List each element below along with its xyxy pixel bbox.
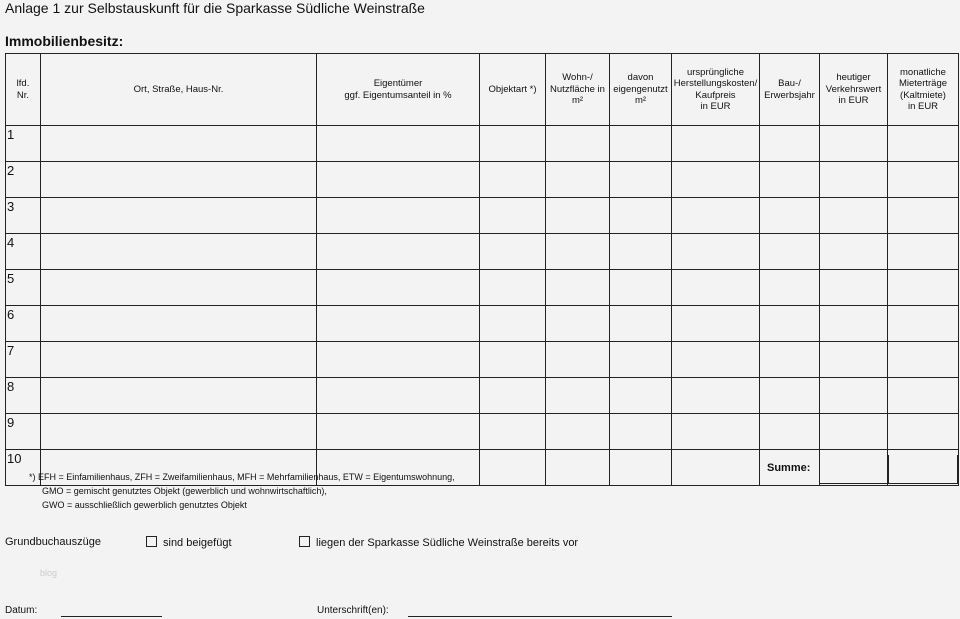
table-cell[interactable] [888, 270, 959, 306]
column-header: Ort, Straße, Haus-Nr. [41, 54, 317, 126]
table-cell[interactable] [760, 198, 820, 234]
checkbox-label: liegen der Sparkasse Südliche Weinstraße bereits vor [316, 537, 579, 549]
checkbox-icon[interactable] [146, 536, 157, 547]
table-cell[interactable] [672, 378, 760, 414]
table-cell[interactable] [317, 234, 480, 270]
table-cell[interactable] [760, 234, 820, 270]
table-cell[interactable] [480, 378, 546, 414]
table-cell[interactable] [546, 414, 610, 450]
unterschrift-label: Unterschrift(en): [317, 605, 389, 616]
row-number: 2 [6, 162, 41, 198]
table-cell[interactable] [480, 126, 546, 162]
table-cell[interactable] [672, 450, 760, 486]
row-number: 3 [6, 198, 41, 234]
section-title: Immobilienbesitz: [5, 33, 124, 49]
column-header: lfd. Nr. [6, 54, 41, 126]
column-header: Wohn-/ Nutzfläche in m² [546, 54, 610, 126]
table-cell[interactable] [41, 162, 317, 198]
table-cell[interactable] [610, 378, 672, 414]
table-cell[interactable] [820, 342, 888, 378]
table-cell[interactable] [480, 270, 546, 306]
table-cell[interactable] [760, 414, 820, 450]
table-cell[interactable] [546, 126, 610, 162]
table-cell[interactable] [546, 162, 610, 198]
table-cell[interactable] [480, 306, 546, 342]
table-cell[interactable] [610, 306, 672, 342]
table-cell[interactable] [41, 378, 317, 414]
table-cell[interactable] [888, 234, 959, 270]
table-cell[interactable] [820, 198, 888, 234]
table-cell[interactable] [760, 126, 820, 162]
table-row [6, 270, 959, 306]
table-cell[interactable] [317, 414, 480, 450]
row-number: 1 [6, 126, 41, 162]
table-cell[interactable] [672, 126, 760, 162]
table-cell[interactable] [820, 378, 888, 414]
grundbuch-label: Grundbuchauszüge [5, 536, 102, 548]
table-cell[interactable] [888, 198, 959, 234]
table-cell[interactable] [888, 162, 959, 198]
table-cell[interactable] [820, 270, 888, 306]
table-row [6, 126, 959, 162]
table-cell[interactable] [610, 126, 672, 162]
table-cell[interactable] [41, 234, 317, 270]
table-cell[interactable] [317, 342, 480, 378]
table-cell[interactable] [610, 450, 672, 486]
table-cell[interactable] [760, 342, 820, 378]
checkbox-liegt-vor[interactable] [299, 536, 578, 549]
table-cell[interactable] [546, 450, 610, 486]
table-cell[interactable] [480, 198, 546, 234]
table-cell[interactable] [317, 126, 480, 162]
table-cell[interactable] [610, 342, 672, 378]
row-number: 5 [6, 270, 41, 306]
column-header: Objektart *) [480, 54, 546, 126]
table-row [6, 162, 959, 198]
checkbox-label: sind beigefügt [163, 537, 232, 549]
table-cell[interactable] [317, 162, 480, 198]
table-cell[interactable] [41, 126, 317, 162]
datum-field[interactable] [61, 602, 162, 617]
table-row [6, 234, 959, 270]
row-number: 8 [6, 378, 41, 414]
table-cell[interactable] [820, 162, 888, 198]
table-cell[interactable] [760, 378, 820, 414]
table-row [6, 414, 959, 450]
checkbox-beigefuegt[interactable] [146, 536, 232, 549]
table-cell[interactable] [610, 234, 672, 270]
table-cell[interactable] [672, 414, 760, 450]
table-cell[interactable] [760, 306, 820, 342]
checkbox-icon[interactable] [299, 536, 310, 547]
table-cell[interactable] [610, 162, 672, 198]
table-cell[interactable] [888, 414, 959, 450]
table-cell[interactable] [820, 306, 888, 342]
table-cell[interactable] [546, 378, 610, 414]
table-cell[interactable] [41, 270, 317, 306]
table-cell[interactable] [480, 162, 546, 198]
table-row [6, 306, 959, 342]
table-cell[interactable] [317, 270, 480, 306]
datum-label: Datum: [5, 605, 38, 616]
table-cell[interactable] [672, 342, 760, 378]
footnote-line: GMO = gemischt genutztes Objekt (gewerblich und wohnwirtschaftlich), [42, 486, 327, 496]
table-cell[interactable] [610, 414, 672, 450]
table-cell[interactable] [672, 198, 760, 234]
table-cell[interactable] [888, 378, 959, 414]
table-cell[interactable] [672, 162, 760, 198]
column-header: ursprüngliche Herstellungskosten/ Kaufpreis in EUR [672, 54, 760, 126]
table-cell[interactable] [760, 270, 820, 306]
table-row [6, 378, 959, 414]
column-header: Bau-/ Erwerbsjahr [760, 54, 820, 126]
footnote-line: GWO = ausschließlich gewerblich genutztes Objekt [42, 500, 247, 510]
table-cell[interactable] [610, 198, 672, 234]
table-cell[interactable] [480, 414, 546, 450]
property-table [5, 53, 959, 486]
column-header: davon eigengenutzt m² [610, 54, 672, 126]
table-cell[interactable] [672, 234, 760, 270]
table-cell[interactable] [820, 126, 888, 162]
summe-verkehrswert-field[interactable] [819, 455, 889, 484]
table-cell[interactable] [546, 306, 610, 342]
table-cell[interactable] [546, 198, 610, 234]
row-number: 4 [6, 234, 41, 270]
summe-label: Summe: [767, 462, 811, 474]
table-cell[interactable] [888, 126, 959, 162]
table-cell[interactable] [317, 378, 480, 414]
row-number: 7 [6, 342, 41, 378]
table-cell[interactable] [672, 306, 760, 342]
document-title: Anlage 1 zur Selbstauskunft für die Sparkasse Südliche Weinstraße [5, 0, 425, 16]
table-row [6, 342, 959, 378]
table-cell[interactable] [546, 270, 610, 306]
table-cell[interactable] [820, 234, 888, 270]
row-number: 10 [6, 450, 41, 486]
table-cell[interactable] [672, 270, 760, 306]
table-cell[interactable] [546, 342, 610, 378]
table-cell[interactable] [480, 342, 546, 378]
table-cell[interactable] [41, 198, 317, 234]
table-cell[interactable] [480, 450, 546, 486]
table-cell[interactable] [888, 342, 959, 378]
table-cell[interactable] [760, 162, 820, 198]
table-cell[interactable] [41, 342, 317, 378]
table-cell[interactable] [317, 306, 480, 342]
row-number: 6 [6, 306, 41, 342]
table-cell[interactable] [546, 234, 610, 270]
table-row [6, 198, 959, 234]
table-cell[interactable] [610, 270, 672, 306]
unterschrift-field[interactable] [408, 602, 672, 617]
column-header: heutiger Verkehrswert in EUR [820, 54, 888, 126]
table-cell[interactable] [480, 234, 546, 270]
footnote-line: *) EFH = Einfamilienhaus, ZFH = Zweifamilienhaus, MFH = Mehrfamilienhaus, ETW = Eigentumswohnung, [29, 472, 455, 482]
column-header: monatliche Mieterträge (Kaltmiete) in EUR [888, 54, 959, 126]
table-cell[interactable] [317, 198, 480, 234]
table-cell[interactable] [888, 306, 959, 342]
table-cell[interactable] [41, 414, 317, 450]
table-cell[interactable] [41, 306, 317, 342]
summe-mieteinnahmen-field[interactable] [887, 455, 958, 484]
row-number: 9 [6, 414, 41, 450]
watermark: blog [40, 568, 58, 578]
table-cell[interactable] [820, 414, 888, 450]
column-header: Eigentümer ggf. Eigentumsanteil in % [317, 54, 480, 126]
